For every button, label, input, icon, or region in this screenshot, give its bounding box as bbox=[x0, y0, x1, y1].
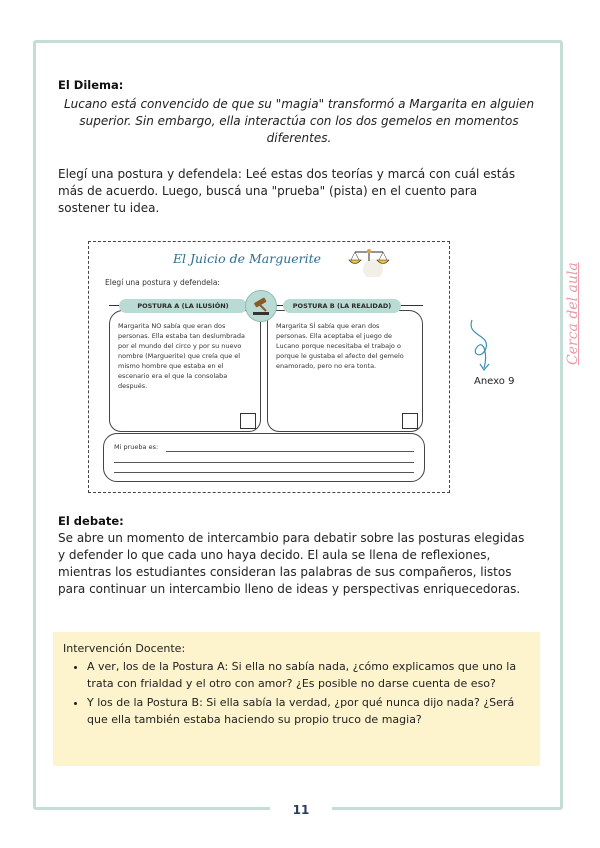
postura-a-label: POSTURA A (LA ILUSIÓN) bbox=[119, 299, 247, 313]
arrow-doodle-icon bbox=[462, 316, 502, 378]
postura-b-text: Margarita SÍ sabía que eran dos personas. Ella aceptaba el juego de Lucano porque necesitaba el trabajo o porque le gustaba el afecto del gemelo enamorado, pero no era tonta. bbox=[276, 322, 404, 370]
intervention-list bbox=[53, 658, 527, 730]
page-number: 11 bbox=[292, 803, 310, 817]
postura-a-checkbox[interactable] bbox=[240, 413, 256, 429]
pill-connector-right bbox=[401, 305, 423, 306]
side-watermark: Cerca del aula bbox=[565, 262, 581, 365]
annex-label: Anexo 9 bbox=[474, 376, 515, 387]
dilema-text: Lucano está convencido de que su "magia" transformó a Margarita en alguien superior. Sin embargo, ella interactúa con los dos gemelos en momentos diferentes. bbox=[63, 97, 535, 145]
debate-heading: El debate: bbox=[58, 514, 124, 528]
worksheet-title: El Juicio de Marguerite bbox=[172, 251, 322, 266]
scales-of-justice-icon bbox=[345, 247, 393, 277]
debate-text: Se abre un momento de intercambio para debatir sobre las posturas elegidas y defender lo que cada uno haya decido. El aula se llena de reflexiones, mientras los estudiantes consideran las palabras de sus compañeros, listos para continuar un intercambio lleno de ideas y perspectivas enriquecedoras. bbox=[58, 531, 525, 596]
teacher-intervention-box bbox=[53, 632, 540, 766]
worksheet-annex bbox=[88, 241, 450, 493]
postura-b-label: POSTURA B (LA REALIDAD) bbox=[283, 299, 401, 313]
proof-line[interactable] bbox=[166, 451, 414, 452]
list-item: • Y los de la Postura B: Si ella sabía la verdad, ¿por qué nunca dijo nada? ¿Será que ella también estaba haciendo su propio truco de magia? bbox=[87, 694, 527, 728]
postura-a-text: Margarita NO sabía que eran dos personas. Ella estaba tan deslumbrada por el mundo del circo y por su nuevo nombre (Marguerite) que creía que el mismo hombre que estaba en el escenario era el que la consolaba después. bbox=[118, 322, 246, 390]
proof-box bbox=[103, 433, 425, 482]
proof-line[interactable] bbox=[114, 462, 414, 463]
worksheet-subtitle: Elegí una postura y defendela: bbox=[105, 278, 220, 287]
gavel-icon bbox=[245, 290, 277, 322]
postura-b-checkbox[interactable] bbox=[402, 413, 418, 429]
list-item: • A ver, los de la Postura A: Si ella no sabía nada, ¿cómo explicamos que uno la trata con frialdad y el otro con amor? ¿Es posible no darse cuenta de eso? bbox=[87, 658, 527, 692]
dilema-heading: El Dilema: bbox=[58, 78, 124, 92]
intervention-title: Intervención Docente: bbox=[63, 642, 186, 655]
postura-b-card bbox=[267, 310, 423, 432]
postura-a-card bbox=[109, 310, 261, 432]
instruction-text: Elegí una postura y defendela: Leé estas dos teorías y marcá con cuál estás más de acuerdo. Luego, buscá una "prueba" (pista) en el cuento para sostener tu idea. bbox=[58, 167, 516, 215]
proof-line[interactable] bbox=[114, 472, 414, 473]
proof-label: Mi prueba es: bbox=[114, 443, 159, 451]
